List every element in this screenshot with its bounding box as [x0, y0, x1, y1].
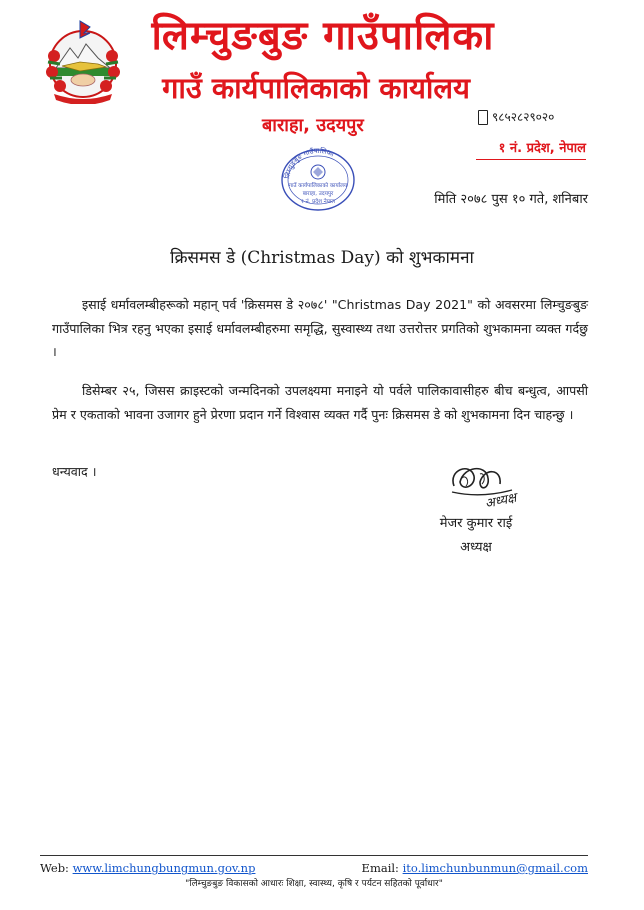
stamp-place-text: बाराहा, उदयपुर — [302, 191, 334, 197]
footer-divider — [40, 855, 588, 856]
office-subtitle: गाउँ कार्यपालिकाको कार्यालय — [162, 71, 470, 105]
signatory-name: मेजर कुमार राई — [439, 516, 513, 531]
municipality-title: लिम्चुङबुङ गाउँपालिका — [151, 13, 495, 59]
stamp-arc-text: लिम्चुङबुङ गाउँपालिका — [283, 146, 336, 180]
letter-date: मिति २०७८ पुस १० गते, शनिबार — [434, 192, 588, 207]
nepal-emblem-logo — [40, 18, 126, 104]
footer-contacts — [40, 860, 588, 876]
phone-number: ९८५२८२९०२० — [492, 110, 555, 124]
stamp-office-text: गाउँ कार्यपालिकाको कार्यालय — [288, 183, 348, 189]
body-paragraph-1: इसाई धर्मावलम्बीहरूको महान् पर्व 'क्रिसमस डे २०७८' "Christmas Day 2021" को अवसरमा लिम्चुङबुङ गाउँपालिका भित्र रहनु भएका इसाई धर्मावलम्बीहरुमा समृद्धि, सुस्वास्थ्य तथा उत्तरोत्तर प्रगतिको शुभकामना व्यक्त गर्दछु । — [52, 297, 588, 359]
office-stamp — [277, 142, 359, 212]
website-link[interactable]: www.limchungbungmun.gov.np — [72, 861, 256, 875]
phone-contact — [478, 108, 554, 126]
body-paragraph-2: डिसेम्बर २५, जिसस क्राइस्टको जन्मदिनको उपलक्ष्यमा मनाइने यो पर्वले पालिकावासीहरु बीच बन्धुत्व, आपसी प्रेम र एकताको भावना उजागर हुने प्रेरणा प्रदान गर्ने विश्वास व्यक्त गर्दै पुनः क्रिसमस डे को शुभकामना दिन चाहन्छु । — [52, 383, 588, 422]
footer-email — [362, 860, 588, 876]
letter-heading: क्रिसमस डे (Christmas Day) को शुभकामना — [170, 248, 474, 268]
web-label: Web: — [40, 861, 69, 875]
closing-thanks: धन्यवाद । — [52, 464, 97, 479]
stamp-province-text: १ नं. प्रदेश नेपाल — [300, 199, 336, 205]
footer-web — [40, 860, 255, 876]
email-link[interactable]: ito.limchunbunmun@gmail.com — [402, 861, 588, 875]
handwritten-signature — [440, 456, 526, 516]
phone-icon — [478, 110, 488, 125]
footer-tagline: "लिम्चुङबुङ विकासको आधारः शिक्षा, स्वास्थ्य, कृषि र पर्यटन सहितको पूर्वाधार" — [185, 879, 443, 889]
signatory-role: अध्यक्ष — [460, 540, 492, 555]
office-address: बाराहा, उदयपुर — [262, 115, 364, 136]
signature-scribble-text: अध्यक्ष — [483, 490, 518, 512]
email-label: Email: — [361, 861, 399, 875]
province-label: १ नं. प्रदेश, नेपाल — [476, 140, 586, 160]
